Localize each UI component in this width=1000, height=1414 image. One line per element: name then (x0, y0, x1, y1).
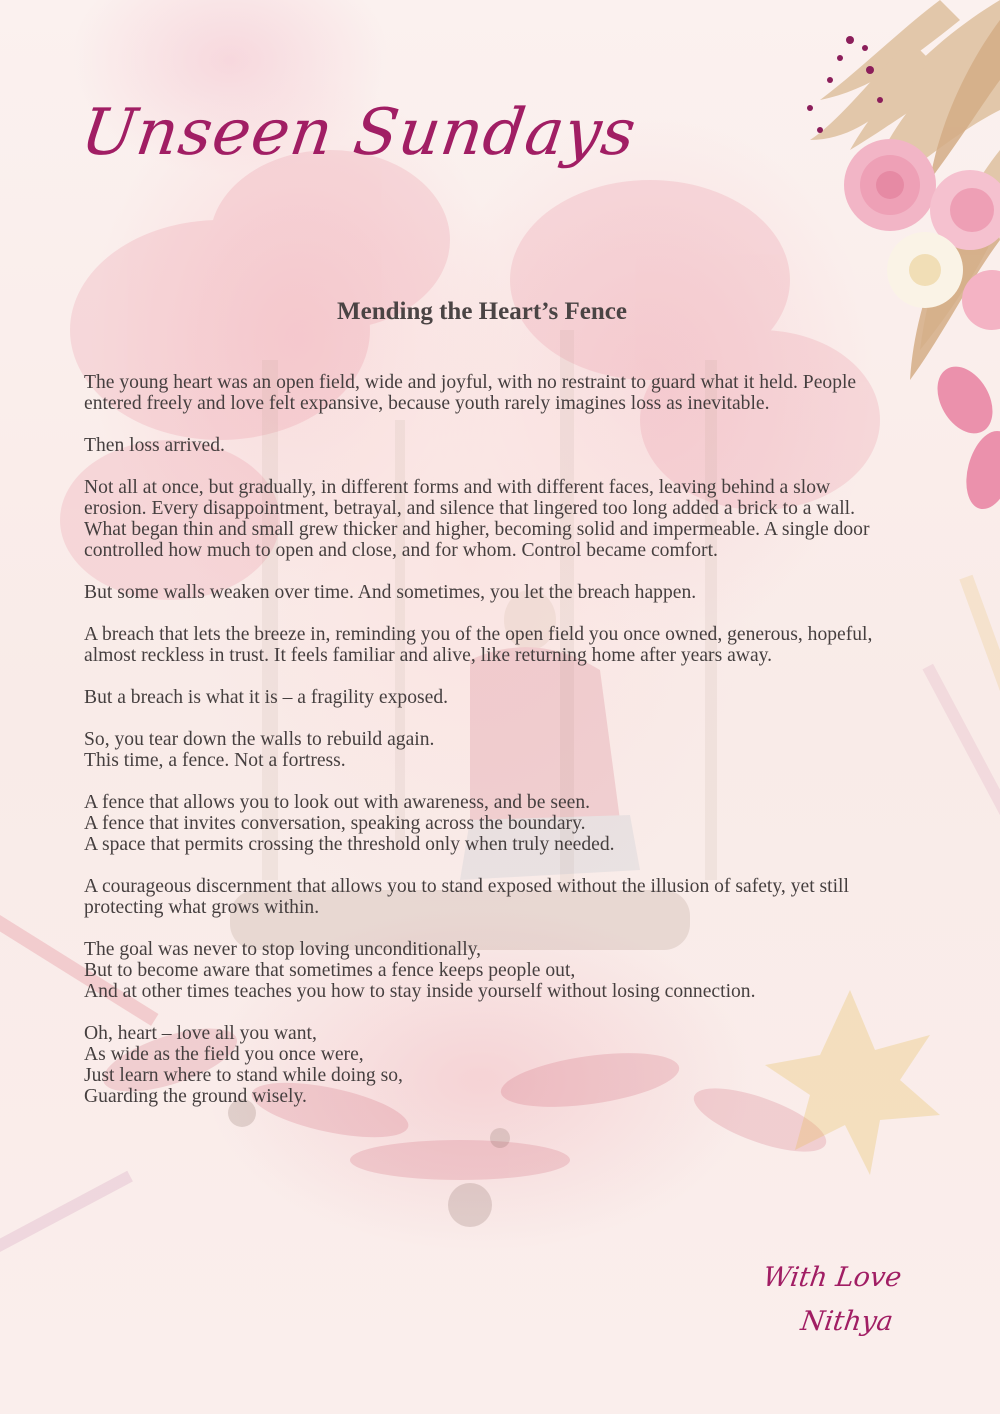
paragraph-line: And at other times teaches you how to stay inside yourself without losing connection. (84, 981, 756, 1002)
paragraph-line: Then loss arrived. (84, 435, 225, 456)
signature (754, 1256, 905, 1344)
paragraph-line: The goal was never to stop loving unconditionally, (84, 939, 482, 960)
paragraph-line: But a breach is what it is – a fragility exposed. (84, 687, 449, 708)
paragraph-line: As wide as the field you once were, (84, 1044, 364, 1065)
poem-title: Mending the Heart’s Fence (337, 298, 627, 325)
paragraph (84, 939, 894, 1002)
paragraph-line: A fence that allows you to look out with awareness, and be seen. (84, 792, 591, 813)
paragraph (84, 729, 894, 771)
paragraph (84, 624, 894, 666)
brand-title: Unseen Sundays (76, 96, 641, 170)
paragraph-line: A breach that lets the breeze in, reminding you of the open field you once owned, generous, hopeful, almost reckless in trust. It feels familiar and alive, like returning home after years away. (84, 624, 873, 666)
paragraph (84, 435, 894, 456)
paragraph-line: So, you tear down the walls to rebuild again. (84, 729, 435, 750)
paragraph-line: The young heart was an open field, wide and joyful, with no restraint to guard what it held. People entered freely and love felt expansive, because youth rarely imagines loss as inevitable. (84, 372, 857, 414)
paragraph (84, 477, 894, 561)
paragraph-line: Not all at once, but gradually, in different forms and with different faces, leaving behind a slow erosion. Every disappointment, betrayal, and silence that lingered too long added a brick to a wall. What began thin and small grew thicker and higher, becoming solid and impermeable. A single door controlled how much to open and close, and for whom. Control became comfort. (84, 477, 870, 561)
paragraph (84, 582, 894, 603)
paragraph (84, 1023, 894, 1107)
paragraph-line: Oh, heart – love all you want, (84, 1023, 317, 1044)
paragraph-line: A space that permits crossing the threshold only when truly needed. (84, 834, 615, 855)
paragraph (84, 792, 894, 855)
paragraph (84, 687, 894, 708)
paragraph-line: But some walls weaken over time. And sometimes, you let the breach happen. (84, 582, 697, 603)
signature-line-2: Nithya (798, 1306, 896, 1337)
paragraph-line: Just learn where to stand while doing so, (84, 1065, 403, 1086)
paragraph-line: Guarding the ground wisely. (84, 1086, 307, 1107)
paragraph-line: This time, a fence. Not a fortress. (84, 750, 346, 771)
signature-line-1: With Love (760, 1262, 904, 1293)
paragraph (84, 372, 894, 414)
paragraph-line: A fence that invites conversation, speaking across the boundary. (84, 813, 586, 834)
paragraph-line: But to become aware that sometimes a fence keeps people out, (84, 960, 576, 981)
paragraph-line: A courageous discernment that allows you to stand exposed without the illusion of safety, yet still protecting what grows within. (84, 876, 849, 918)
poem-body (84, 372, 894, 1128)
paragraph (84, 876, 894, 918)
